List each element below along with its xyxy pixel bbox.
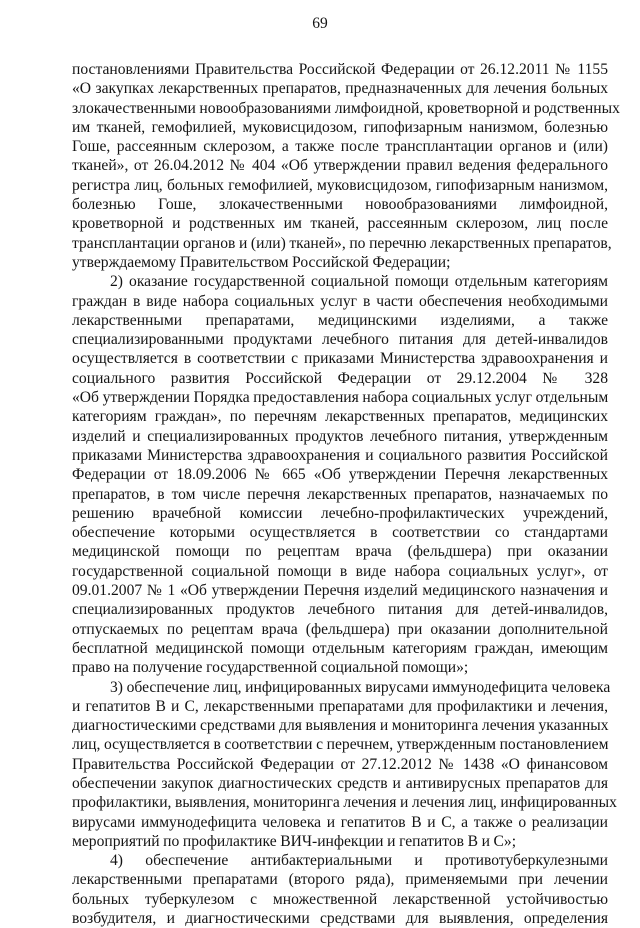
text-line: Федерации от 18.09.2006 № 665 «Об утверждении Перечня лекарственных bbox=[72, 466, 608, 484]
text-line: бесплатной медицинской помощи отдельным категориям граждан, имеющим bbox=[72, 639, 608, 657]
text-line: лекарственными препаратами (второго ряда), применяемыми при лечении bbox=[72, 871, 608, 889]
text-line: «О закупках лекарственных препаратов, предназначенных для лечения больных bbox=[72, 80, 608, 98]
text-line: возбудителя, и диагностическими средствами для выявления, определения bbox=[72, 910, 608, 928]
text-line: изделий и специализированных продуктов лечебного питания, утвержденным bbox=[72, 427, 608, 445]
text-line: лиц, осуществляется в соответствии с перечнем, утвержденным постановлением bbox=[72, 736, 609, 754]
text-line: препаратов, в том числе перечня лекарственных препаратов, назначаемых по bbox=[72, 485, 608, 503]
text-line: утверждаемому Правительством Российской Федерации; bbox=[72, 253, 451, 271]
text-line: граждан в виде набора социальных услуг в части обеспечения необходимыми bbox=[72, 292, 608, 310]
text-line: 09.01.2007 № 1 «Об утверждении Перечня изделий медицинского назначения и bbox=[72, 582, 608, 600]
text-line: 4) обеспечение антибактериальными и противотуберкулезными bbox=[110, 852, 608, 870]
text-line: профилактики, выявления, мониторинга лечения и лечения лиц, инфицированных bbox=[72, 794, 617, 812]
text-line: трансплантации органов и (или) тканей», по перечню лекарственных препаратов, bbox=[72, 234, 612, 252]
text-line: регистра лиц, больных гемофилией, муковисцидозом, гипофизарным нанизмом, bbox=[72, 176, 608, 194]
text-line: мероприятий по профилактике ВИЧ-инфекции и гепатитов В и С»; bbox=[72, 832, 517, 850]
text-line: больных туберкулезом с множественной лекарственной устойчивостью bbox=[72, 890, 608, 908]
text-line: тканей», от 26.04.2012 № 404 «Об утверждении правил ведения федерального bbox=[72, 157, 608, 175]
text-line: вирусами иммунодефицита человека и гепатитов В и С, а также о реализации bbox=[72, 813, 608, 831]
text-line: и гепатитов В и С, лекарственными препаратами для профилактики и лечения, bbox=[72, 697, 608, 715]
text-line: 2) оказание государственной социальной помощи отдельным категориям bbox=[110, 273, 608, 291]
text-line: злокачественными новообразованиями лимфоидной, кроветворной и родственных bbox=[72, 99, 620, 117]
text-line: специализированных продуктов лечебного питания для детей-инвалидов, bbox=[72, 601, 608, 619]
text-line: медицинской помощи по рецептам врача (фельдшера) при оказании bbox=[72, 543, 608, 561]
text-line: социального развития Российской Федерации от 29.12.2004 № 328 bbox=[72, 369, 608, 387]
text-line: постановлениями Правительства Российской Федерации от 26.12.2011 № 1155 bbox=[72, 61, 608, 78]
page-number: 69 bbox=[312, 15, 328, 32]
text-line: 3) обеспечение лиц, инфицированных вирусами иммунодефицита человека bbox=[110, 678, 611, 696]
text-line: решению врачебной комиссии лечебно-профилактических учреждений, bbox=[72, 504, 608, 522]
text-line: кроветворной и родственных им тканей, рассеянным склерозом, лиц после bbox=[72, 215, 608, 233]
text-line: отпускаемых по рецептам врача (фельдшера) при оказании дополнительной bbox=[72, 620, 608, 638]
text-line: осуществляется в соответствии с приказами Министерства здравоохранения и bbox=[72, 350, 608, 368]
text-line: специализированными продуктами лечебного питания для детей-инвалидов bbox=[72, 331, 608, 349]
text-line: болезнью Гоше, злокачественными новообразованиями лимфоидной, bbox=[72, 196, 608, 214]
text-line: право на получение государственной социальной помощи»; bbox=[72, 659, 469, 677]
text-line: обеспечении закупок диагностических средств и антивирусных препаратов для bbox=[72, 774, 608, 792]
text-line: Гоше, рассеянным склерозом, а также после трансплантации органов и (или) bbox=[72, 138, 608, 156]
text-line: приказами Министерства здравоохранения и социального развития Российской bbox=[72, 446, 608, 464]
text-line: «Об утверждении Порядка предоставления набора социальных услуг отдельным bbox=[72, 389, 609, 407]
text-line: Правительства Российской Федерации от 27.12.2012 № 1438 «О финансовом bbox=[72, 755, 608, 773]
text-line: лекарственными препаратами, медицинскими изделиями, а также bbox=[72, 311, 608, 329]
text-line: категориям граждан», по перечням лекарственных препаратов, медицинских bbox=[72, 408, 608, 426]
text-line: государственной социальной помощи в виде набора социальных услуг», от bbox=[72, 562, 608, 580]
text-line: диагностическими средствами для выявления и мониторинга лечения указанных bbox=[72, 717, 609, 735]
text-line: обеспечение которыми осуществляется в соответствии со стандартами bbox=[72, 524, 608, 542]
text-line: им тканей, гемофилией, муковисцидозом, гипофизарным нанизмом, болезнью bbox=[72, 118, 608, 136]
body-text bbox=[72, 60, 620, 928]
